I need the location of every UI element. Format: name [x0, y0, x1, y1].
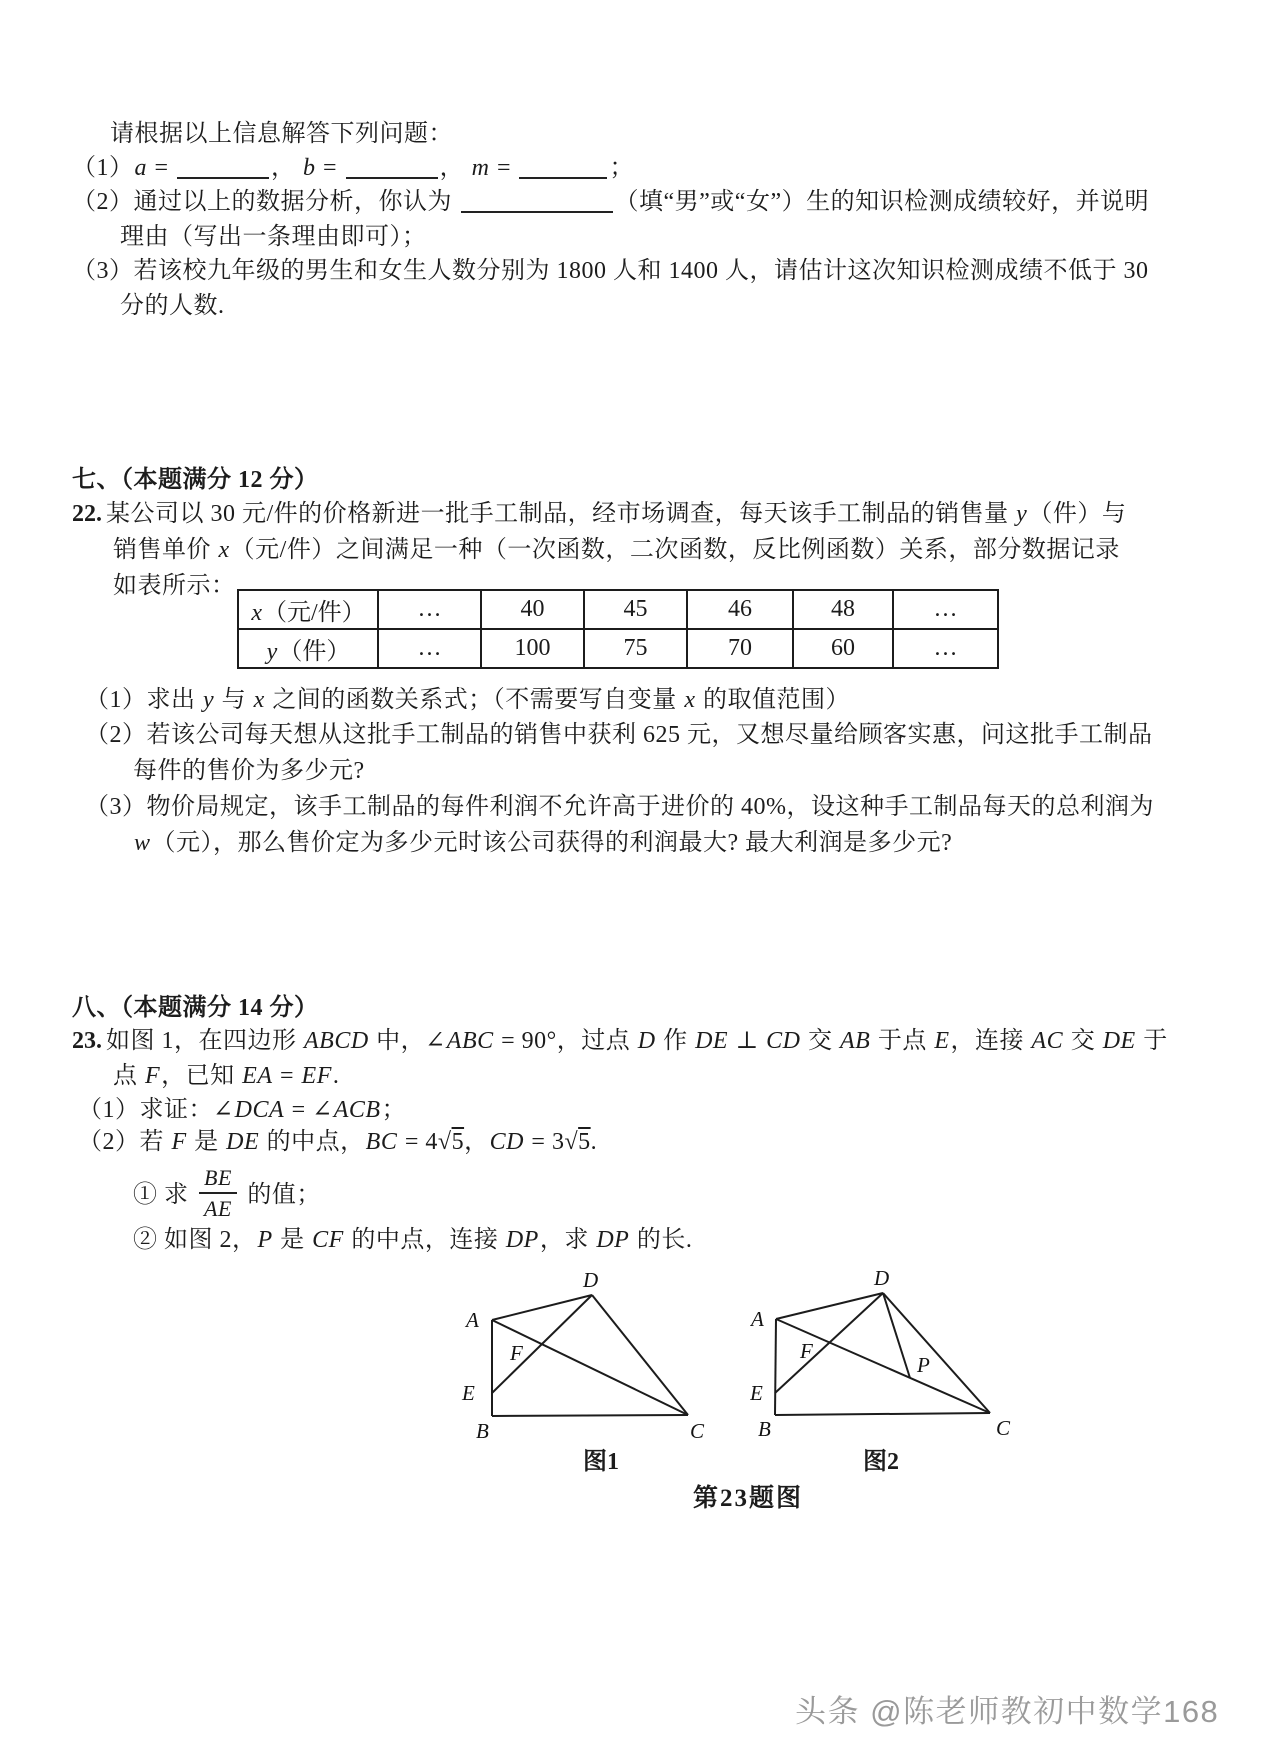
table-cell — [584, 590, 687, 629]
text-run: = — [316, 155, 344, 181]
blank-underline — [519, 163, 607, 179]
text-run: CD — [766, 1028, 801, 1054]
q23-sub1 — [133, 1165, 321, 1225]
vertex-label-p: P — [917, 1353, 930, 1377]
edge-cd — [592, 1295, 688, 1415]
edge-cd — [883, 1293, 990, 1413]
text-run: w — [134, 830, 151, 856]
q23-line2 — [113, 1060, 339, 1092]
text-run: CD — [489, 1129, 524, 1155]
text-run: BC — [365, 1129, 398, 1155]
text-run: ⊥ — [729, 1028, 766, 1054]
q21-part2-line1 — [72, 186, 1149, 218]
sqrt-expression: √5 — [437, 1129, 465, 1155]
diagonal-ac — [776, 1319, 990, 1413]
text-run: … — [933, 635, 958, 661]
q22-part2-line2: 每件的售价为多少元? — [133, 758, 365, 784]
text-run: DP — [505, 1227, 539, 1253]
text-run: 点 — [113, 1063, 144, 1089]
text-run: x — [218, 537, 230, 563]
text-run: ，求 — [539, 1227, 596, 1253]
text-run: = — [148, 155, 176, 181]
text-run: AC — [1031, 1028, 1064, 1054]
vertex-label-a: A — [466, 1308, 479, 1332]
text-run: ； — [609, 155, 634, 181]
text-run: m — [471, 155, 490, 181]
table-cell — [793, 629, 893, 668]
text-run: 的中点，连接 — [344, 1227, 505, 1253]
vertex-label-a: A — [751, 1307, 764, 1331]
text-run: DCA — [234, 1097, 285, 1123]
text-run: DE — [1102, 1028, 1136, 1054]
text-run: AB — [840, 1028, 871, 1054]
vertex-label-c: C — [690, 1419, 705, 1443]
vertex-label-f: F — [510, 1341, 523, 1365]
q23-line1 — [72, 1025, 1168, 1057]
text-run: 40 — [520, 596, 545, 622]
text-run: 于点 — [871, 1028, 934, 1054]
text-run: ACB — [333, 1097, 381, 1123]
fraction: $\frac{BE}{AE}$ — [199, 1165, 237, 1222]
text-run: = 4 — [398, 1129, 438, 1155]
text-run: （1）求证：∠ — [78, 1097, 234, 1123]
vertex-label-b: B — [758, 1417, 771, 1441]
text-run: （填“男”或“女”）生的知识检测成绩较好，并说明 — [614, 189, 1150, 215]
text-run: 的值； — [240, 1181, 321, 1208]
text-run: 是 — [273, 1227, 312, 1253]
table-cell — [238, 590, 378, 629]
text-run: （元/件）之间满足一种（一次函数，二次函数，反比例函数）关系，部分数据记录 — [230, 537, 1120, 563]
text-run: ， — [464, 1129, 489, 1155]
edge-ad — [492, 1295, 592, 1320]
text-run: D — [637, 1028, 656, 1054]
figure-2 — [750, 1268, 1025, 1453]
table-cell — [481, 590, 584, 629]
text-run: = — [490, 155, 518, 181]
text-run: F — [171, 1129, 187, 1155]
text-run: 交 — [801, 1028, 840, 1054]
table-cell — [481, 629, 584, 668]
q22-line3: 如表所示： — [113, 573, 236, 599]
text-run: DP — [596, 1227, 630, 1253]
table-cell — [687, 629, 793, 668]
q23-part2 — [78, 1126, 597, 1158]
text-run: x — [251, 600, 262, 626]
table-cell — [793, 590, 893, 629]
text-run: 45 — [623, 596, 648, 622]
text-run: 与 — [215, 687, 253, 713]
q21-part3-line1: （3）若该校九年级的男生和女生人数分别为 1800 人和 1400 人，请估计这次知识检测成绩不低于 30 — [72, 258, 1149, 284]
figures-main-caption: 第23题图 — [693, 1485, 804, 1512]
text-run: 46 — [728, 596, 752, 622]
text-run: 75 — [623, 635, 648, 661]
q21-part2-line2: 理由（写出一条理由即可）； — [120, 224, 427, 250]
figure-1-caption: 图1 — [583, 1449, 619, 1475]
text-run: ； — [381, 1097, 407, 1123]
text-run: DE — [695, 1028, 729, 1054]
text-run: （件）与 — [1028, 501, 1127, 527]
segment-dp — [883, 1293, 910, 1378]
text-run: 销售单价 — [113, 537, 218, 563]
q22-line1 — [72, 498, 1126, 530]
text-run: （1）求出 — [85, 687, 202, 713]
text-run: ABC — [446, 1028, 494, 1054]
table-cell — [893, 629, 998, 668]
text-run: 23. — [72, 1028, 102, 1054]
text-run: （2）若 — [78, 1129, 171, 1155]
q22-part1 — [85, 684, 850, 716]
edge-bc — [492, 1415, 688, 1416]
watermark: 头条 @陈老师教初中数学168 — [795, 1694, 1220, 1729]
text-run: F — [145, 1063, 161, 1089]
vertex-label-e: E — [462, 1381, 475, 1405]
q21-part1 — [72, 152, 634, 184]
text-run: ，已知 — [161, 1063, 242, 1089]
text-run: （2）通过以上的数据分析，你认为 — [72, 189, 459, 215]
diagonal-ac — [492, 1320, 688, 1415]
q22-part2-line1: （2）若该公司每天想从这批手工制品的销售中获利 625 元，又想尽量给顾客实惠，问这批手工制品 — [85, 722, 1153, 748]
q22-data-table — [237, 589, 999, 669]
text-run: 交 — [1064, 1028, 1102, 1054]
table-cell — [378, 590, 481, 629]
text-run: 某公司以 30 元/件的价格新进一批手工制品，经市场调查，每天该手工制品的销售量 — [106, 501, 1016, 527]
table-cell — [584, 629, 687, 668]
text-run: 于 — [1136, 1028, 1168, 1054]
text-run: = — [273, 1063, 301, 1089]
table-row-y — [238, 629, 998, 668]
text-run: ① 求 — [133, 1181, 195, 1208]
q23-sub2 — [133, 1224, 692, 1256]
q21-intro: 请根据以上信息解答下列问题： — [110, 121, 453, 147]
text-run: P — [257, 1227, 273, 1253]
table-cell — [893, 590, 998, 629]
text-run: 的长. — [630, 1227, 693, 1253]
text-run: 60 — [831, 635, 855, 661]
figure-1 — [440, 1268, 720, 1453]
vertex-label-d: D — [874, 1268, 890, 1290]
table-cell — [238, 629, 378, 668]
text-run: 的中点， — [260, 1129, 365, 1155]
text-run: b — [303, 155, 316, 181]
text-run: = 90°，过点 — [494, 1028, 637, 1054]
text-run: ， — [271, 155, 303, 181]
section-8-heading: 八、（本题满分 14 分） — [72, 995, 319, 1021]
text-run: ， — [439, 155, 471, 181]
q22-part3-line2 — [133, 827, 952, 859]
segment-de — [775, 1293, 883, 1393]
text-run: 100 — [514, 635, 551, 661]
blank-underline — [177, 163, 269, 179]
text-run: 之间的函数关系式；（不需要写自变量 — [265, 687, 684, 713]
text-run: 作 — [656, 1028, 695, 1054]
q21-part3-line2: 分的人数. — [120, 293, 225, 319]
text-run: … — [417, 596, 442, 622]
text-run: … — [417, 635, 442, 661]
q22-part3-line1: （3）物价局规定，该手工制品的每件利润不允许高于进价的 40%，设这种手工制品每天的总利润为 — [85, 794, 1154, 820]
text-run: = ∠ — [285, 1097, 333, 1123]
text-run: y — [1016, 501, 1028, 527]
vertex-label-e: E — [750, 1381, 763, 1405]
text-run: a — [134, 155, 147, 181]
vertex-label-f: F — [800, 1339, 813, 1363]
q23-part1 — [78, 1094, 406, 1126]
text-run: EF — [301, 1063, 332, 1089]
vertex-label-d: D — [583, 1268, 599, 1292]
table-row-x — [238, 590, 998, 629]
text-run: 48 — [831, 596, 855, 622]
text-run: E — [934, 1028, 950, 1054]
text-run: ABCD — [304, 1028, 369, 1054]
text-run: 70 — [728, 635, 752, 661]
text-run: （元），那么售价定为多少元时该公司获得的利润最大? 最大利润是多少元? — [151, 830, 953, 856]
blank-underline — [461, 197, 613, 213]
text-run: （件） — [278, 639, 351, 665]
text-run: x — [253, 687, 265, 713]
text-run: 是 — [187, 1129, 226, 1155]
text-run: = 3 — [524, 1129, 565, 1155]
text-run: （元/件） — [262, 600, 366, 626]
blank-underline — [346, 163, 438, 179]
vertex-label-c: C — [996, 1416, 1011, 1440]
table-cell — [687, 590, 793, 629]
text-run: DE — [226, 1129, 260, 1155]
text-run: （1） — [72, 155, 134, 181]
text-run: EA — [242, 1063, 273, 1089]
table-cell — [378, 629, 481, 668]
q22-line2 — [113, 534, 1120, 566]
text-run: . — [332, 1063, 340, 1089]
text-run: ② 如图 2， — [133, 1227, 257, 1253]
edge-ab — [775, 1319, 776, 1415]
text-run: 如图 1，在四边形 — [106, 1028, 303, 1054]
text-run: y — [203, 687, 215, 713]
text-run: 的取值范围） — [696, 687, 850, 713]
text-run: ，连接 — [950, 1028, 1031, 1054]
sqrt-expression: √5 — [564, 1129, 591, 1155]
edge-ad — [776, 1293, 883, 1319]
section-7-heading: 七、（本题满分 12 分） — [72, 467, 319, 493]
edge-bc — [775, 1413, 990, 1415]
text-run: 22. — [72, 501, 102, 527]
text-run: y — [266, 639, 278, 665]
text-run: . — [590, 1129, 598, 1155]
text-run: … — [933, 596, 958, 622]
text-run: CF — [312, 1227, 344, 1253]
segment-de — [492, 1295, 592, 1393]
vertex-label-b: B — [476, 1419, 489, 1443]
text-run: x — [684, 687, 696, 713]
figure-2-caption: 图2 — [863, 1449, 899, 1475]
text-run: 中，∠ — [369, 1028, 446, 1054]
